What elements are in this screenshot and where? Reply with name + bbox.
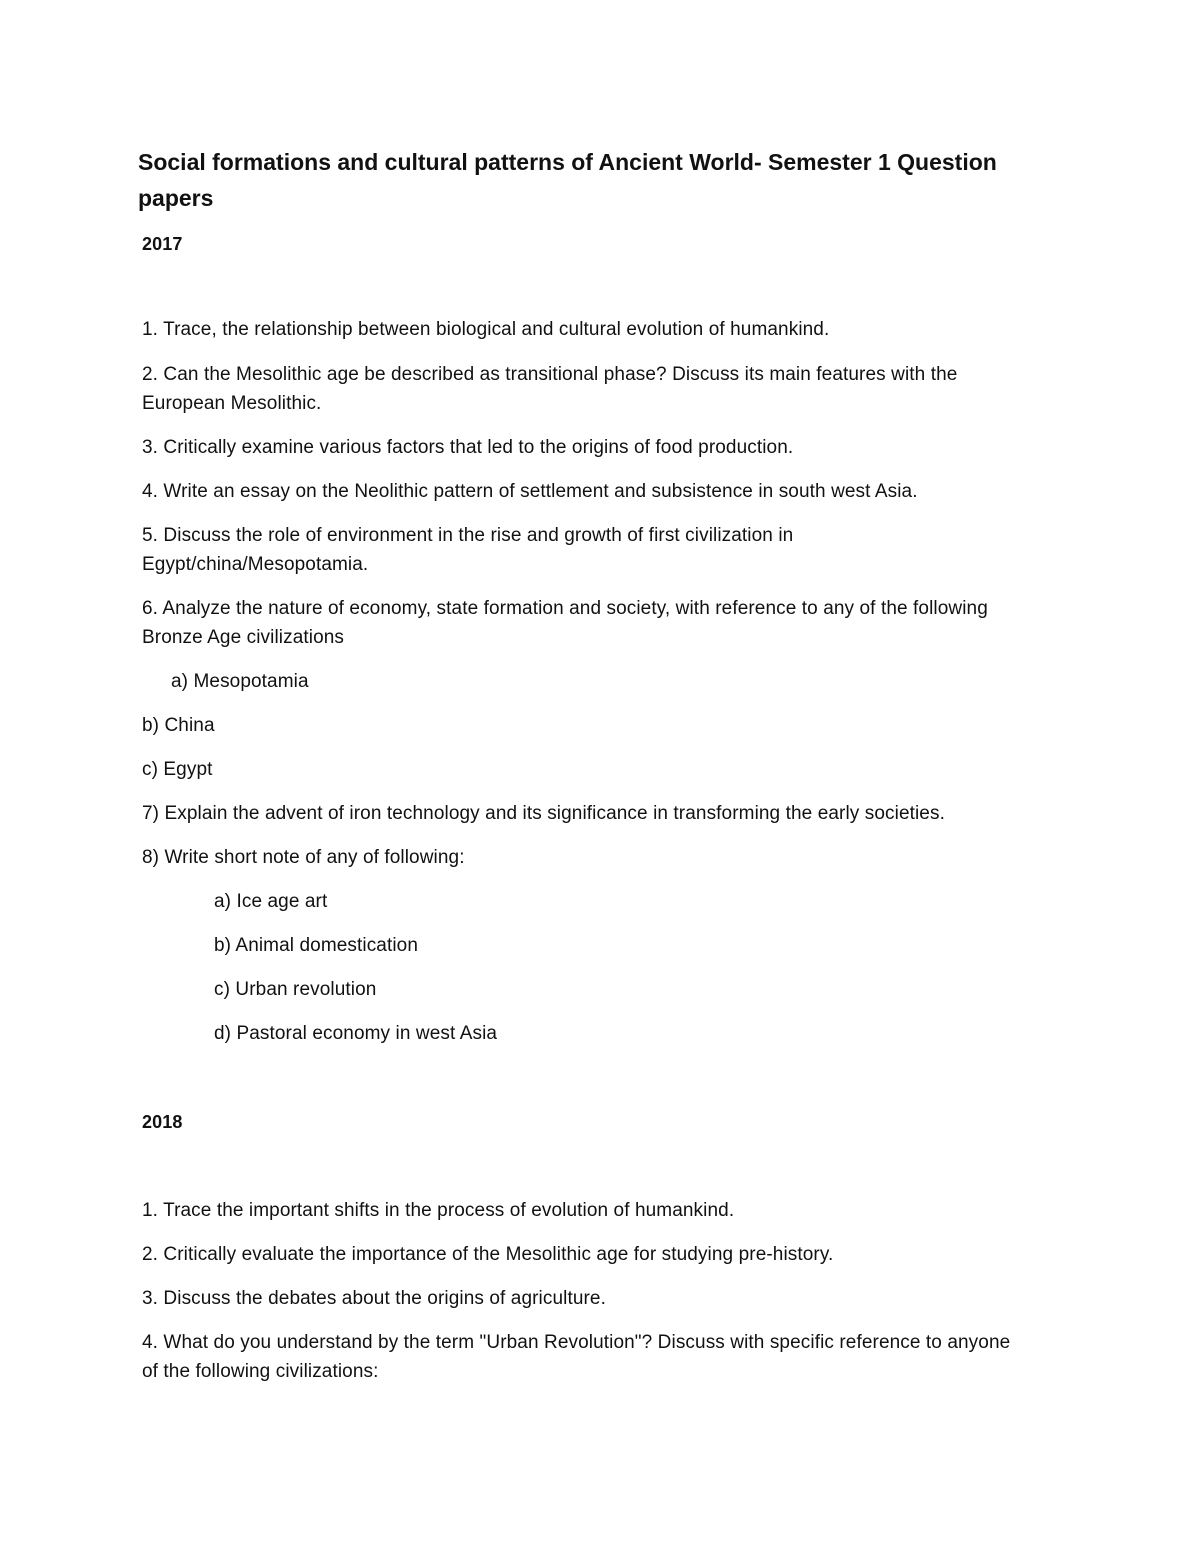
question-2017-7: 7) Explain the advent of iron technology and its significance in transforming the early societies.: [142, 803, 945, 824]
question-2017-8-option-d: d) Pastoral economy in west Asia: [214, 1023, 498, 1044]
question-2017-6-option-a: a) Mesopotamia: [171, 671, 309, 692]
question-2017-2: 2. Can the Mesolithic age be described as transitional phase? Discuss its main features with the: [142, 364, 958, 385]
document-title: Social formations and cultural patterns of Ancient World- Semester 1 Question papers: [138, 149, 997, 211]
question-2017-6-cont: Bronze Age civilizations: [142, 627, 345, 648]
question-2018-4: 4. What do you understand by the term "Urban Revolution"? Discuss with specific reference to anyone: [142, 1332, 1011, 1353]
question-2017-8-option-b: b) Animal domestication: [214, 935, 419, 956]
question-2018-1: 1. Trace the important shifts in the process of evolution of humankind.: [142, 1200, 735, 1221]
question-2017-8-option-c: c) Urban revolution: [214, 979, 377, 1000]
question-2017-6-option-c: c) Egypt: [142, 759, 213, 780]
question-2017-6-option-b: b) China: [142, 715, 215, 736]
question-2017-5-cont: Egypt/china/Mesopotamia.: [142, 554, 369, 575]
section-year-2018: 2018: [142, 1112, 183, 1132]
question-2017-8: 8) Write short note of any of following:: [142, 847, 465, 868]
question-2017-2-cont: European Mesolithic.: [142, 393, 322, 414]
question-2017-8-option-a: a) Ice age art: [214, 891, 328, 912]
question-2018-3: 3. Discuss the debates about the origins of agriculture.: [142, 1288, 606, 1309]
question-2017-4: 4. Write an essay on the Neolithic pattern of settlement and subsistence in south west Asia.: [142, 481, 918, 502]
question-2017-3: 3. Critically examine various factors that led to the origins of food production.: [142, 437, 794, 458]
question-2017-5: 5. Discuss the role of environment in the rise and growth of first civilization in: [142, 525, 794, 546]
question-2018-2: 2. Critically evaluate the importance of the Mesolithic age for studying pre-history.: [142, 1244, 834, 1265]
question-2017-6: 6. Analyze the nature of economy, state formation and society, with reference to any of the following: [142, 598, 988, 619]
question-2017-1: 1. Trace, the relationship between biological and cultural evolution of humankind.: [142, 319, 830, 340]
question-2018-4-cont: of the following civilizations:: [142, 1361, 379, 1382]
section-year-2017: 2017: [142, 234, 183, 254]
